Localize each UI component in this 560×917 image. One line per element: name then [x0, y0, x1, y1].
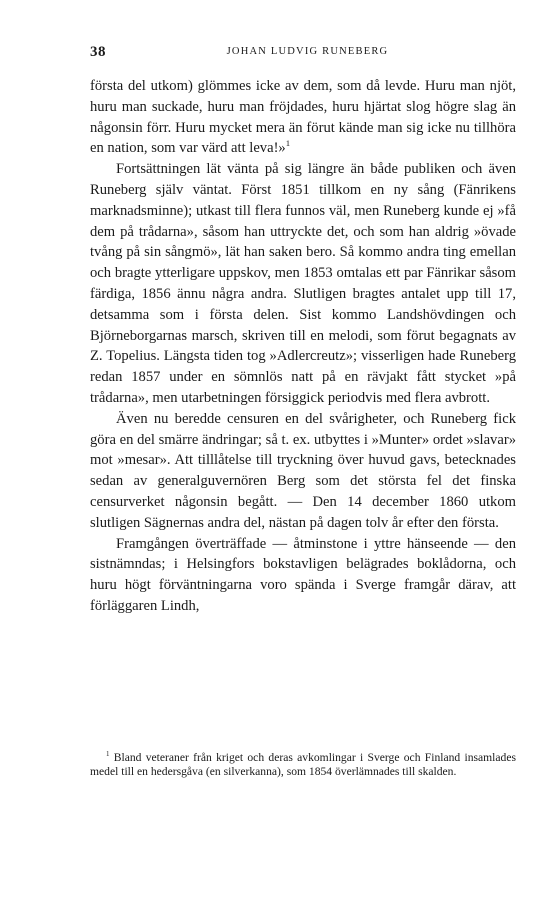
paragraph: Fortsättningen lät vänta på sig längre än både publiken och även Runeberg själv väntat. Först 1851 tillkom en ny sång (Fänrikens marknadsminne); utkast till flera funnos väl, men Runeberg kunde ej »få dem på trådarna», såsom han uttryckte det, och som han aldrig »övade tvång på sin sångmö», lät han saken bero. Så kommo andra ting emellan och bragte ytterligare uppskov, men 1853 omtalas ett par Fänrikar såsom färdiga, 1856 ännu några andra. Slutligen bragtes antalet upp till 17, detsamma som i första delen. Sist kommo Landshövdingen och Björneborgarnas marsch, skriven till en melodi, som förut begagnats av Z. Topelius. Längsta tiden tog »Adlercreutz»; visserligen hade Runeberg redan 1857 under en sömnlös natt på en rävjakt fått stycket »på trådarna», men utarbetningen försiggick periodvis med flera avbrott.: [90, 161, 516, 406]
page-number: 38: [90, 44, 106, 60]
running-head: JOHAN LUDVIG RUNEBERG: [226, 46, 389, 57]
body-text: [90, 76, 516, 617]
footnote: [90, 751, 516, 779]
paragraph: Framgången överträffade — åtminstone i yttre hänseende — den sistnämndas; i Helsingfors bokstavligen belägrades boklådorna, och huru högt förväntningarna voro spända i Sverge framgår därav, att förläggaren Lindh,: [90, 535, 516, 614]
footnote-reference: 1: [285, 138, 291, 149]
paragraph: Även nu beredde censuren en del svårigheter, och Runeberg fick göra en del smärre ändringar; så t. ex. utbyttes i »Munter» ordet »slavar» mot »mesar». Att tilllåtelse till tryckning över huvud gavs, betecknades sedan av generalguvernören Berg som det största fel det finska censurverket någonsin begått. — Den 14 december 1860 utkom slutligen Sägnernas andra del, nästan på dagen tolv år efter den första.: [90, 410, 516, 531]
footnote-marker: 1: [106, 750, 110, 759]
footnote-text: Bland veteraner från kriget och deras avkomlingar i Sverge och Finland insamlades medel till en hedersgåva (en silverkanna), som 1854 överlämnades till skalden.: [90, 751, 516, 779]
footnotes: [90, 751, 516, 779]
paragraph: [90, 76, 516, 159]
paragraph-text: första del utkom) glömmes icke av dem, som då levde. Huru man njöt, huru man suckade, huru man fröjdades, huru hjärtat slog högre slag än någonsin förr. Huru mycket mera än förut kände man sig icke nu tillhöra en nation, som var värd att leva!»: [90, 78, 516, 157]
page-header: [90, 44, 525, 64]
